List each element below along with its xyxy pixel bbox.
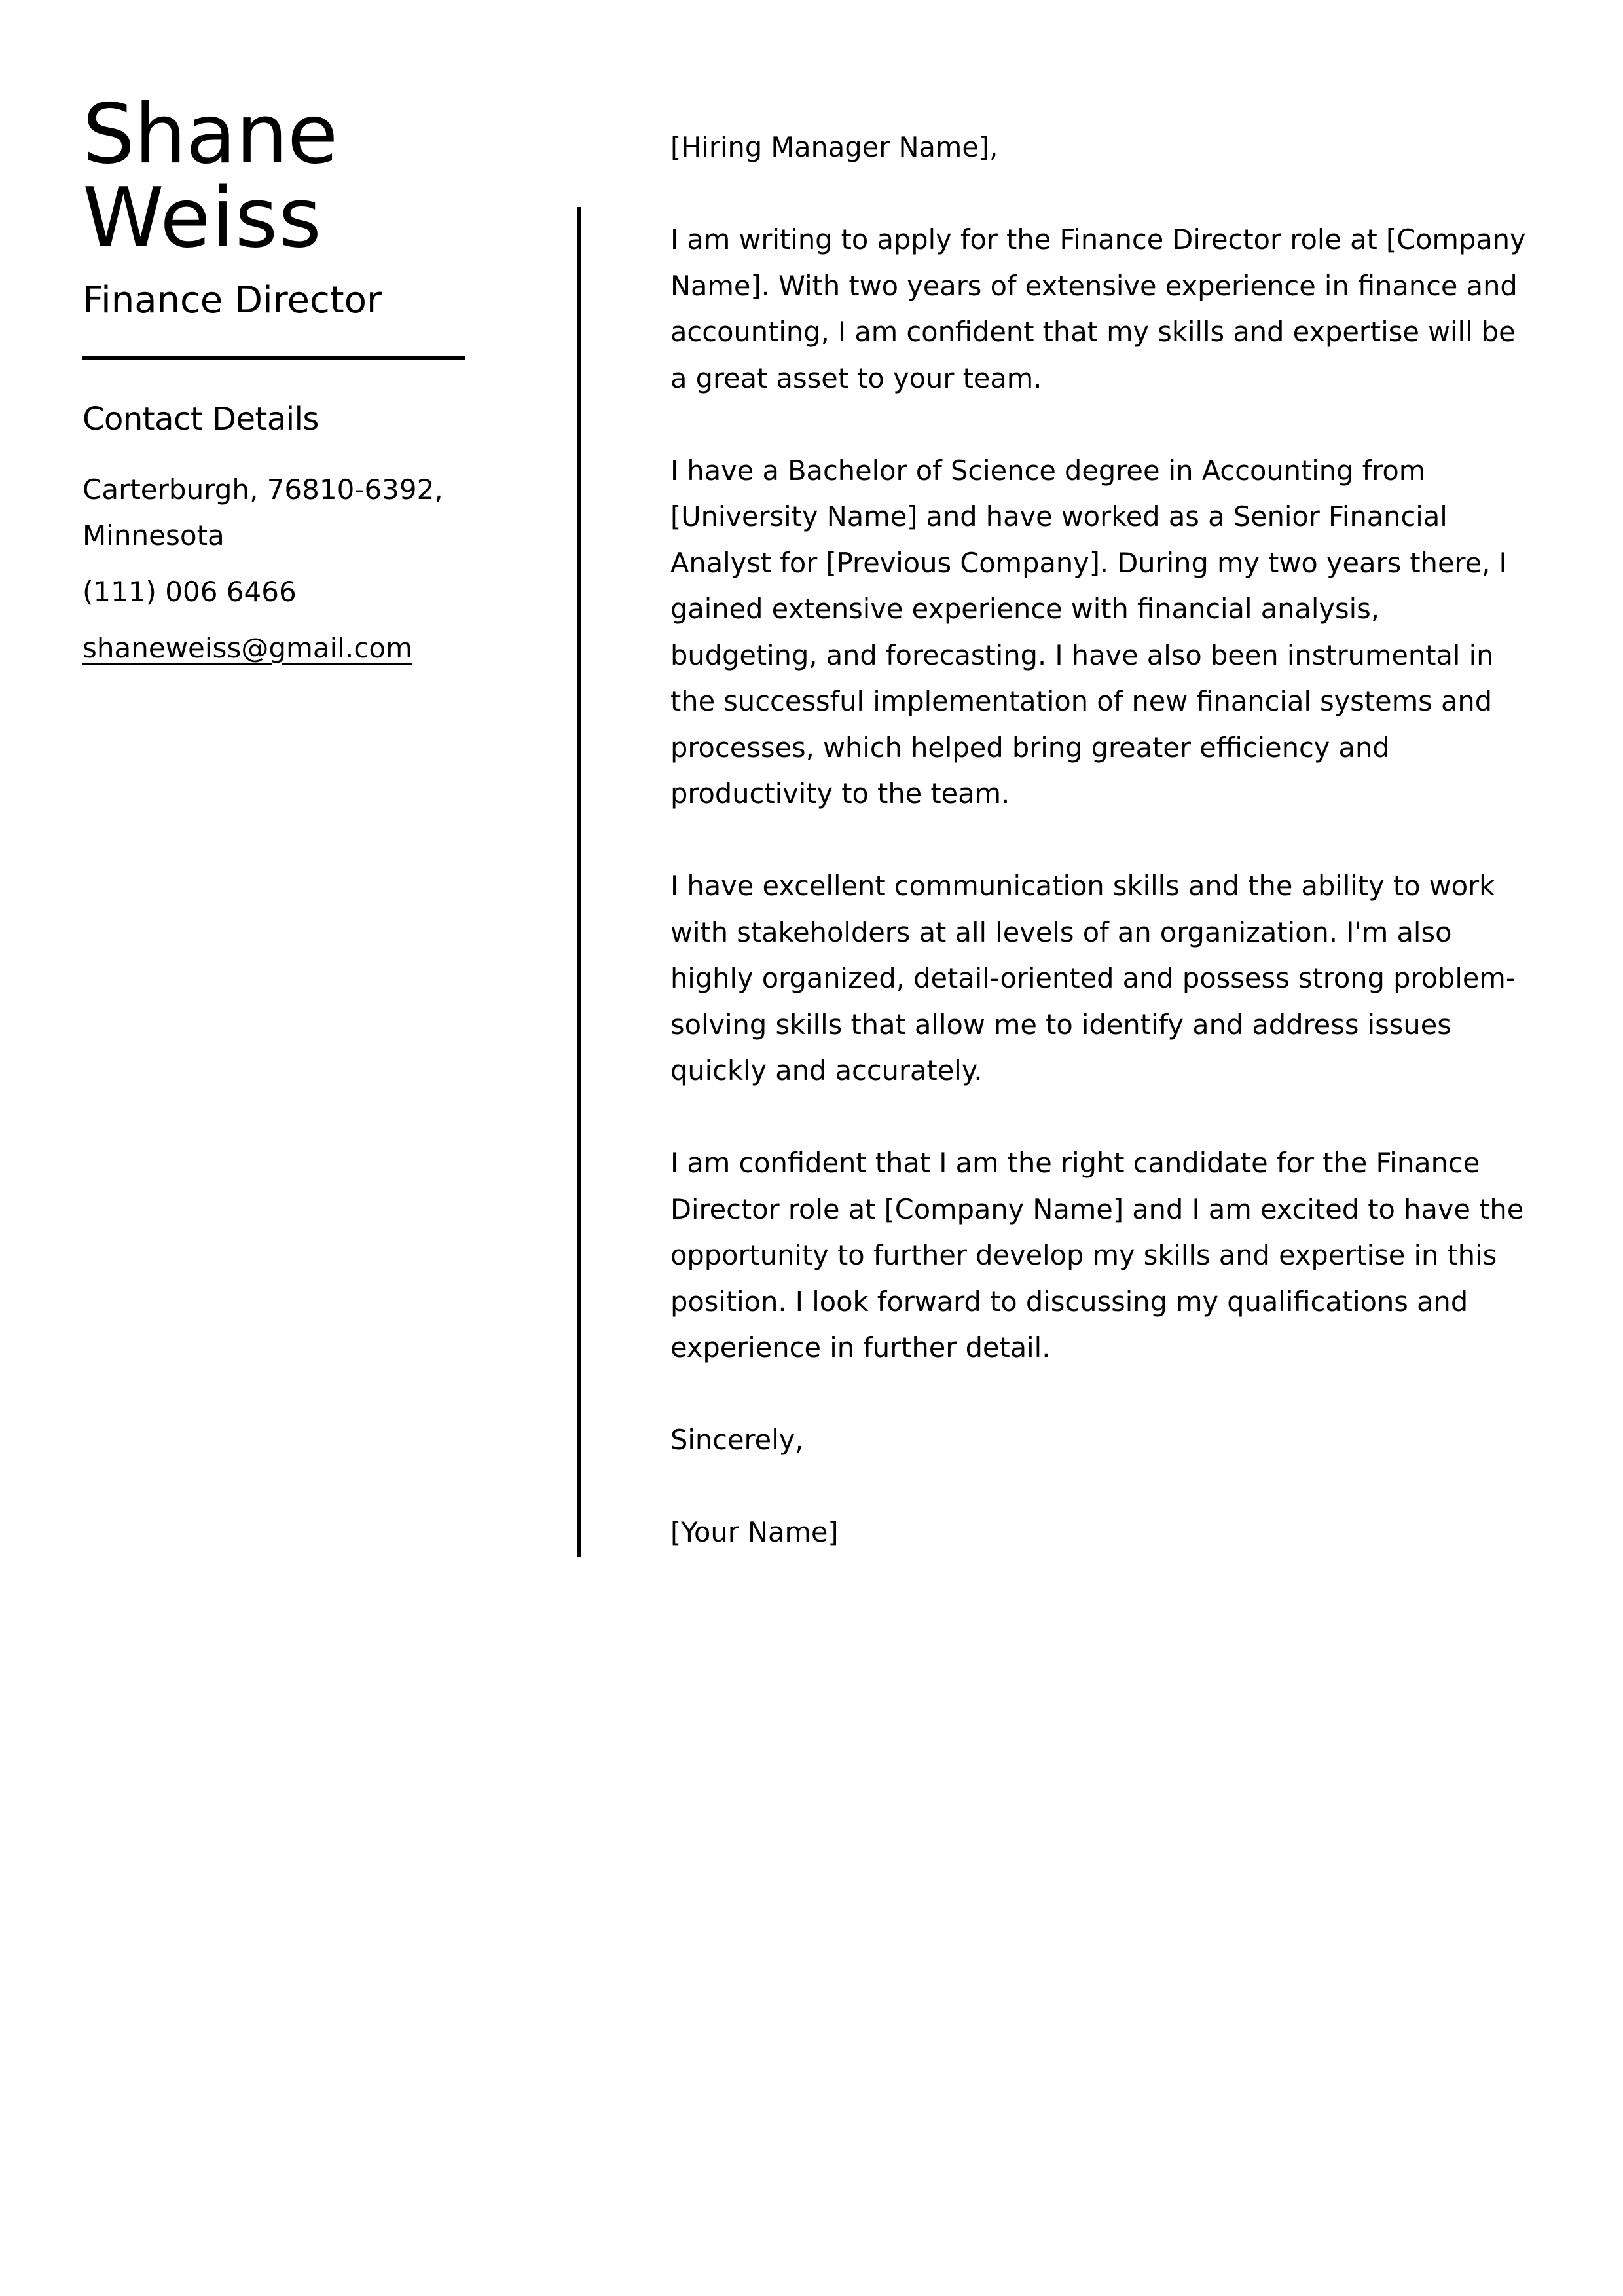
contact-details-heading: Contact Details: [82, 401, 319, 437]
letter-paragraph: I am confident that I am the right candidate for the Finance Director role at [Company Name] and I am excited to have the opportunity to further develop my skills and expertise in this position. I look forward to discussing my qualifications and experience in further detail.: [670, 1147, 1524, 1363]
cover-letter-body: [670, 124, 1528, 1602]
contact-phone: (111) 006 6466: [82, 575, 297, 608]
contact-address: Carterburgh, 76810-6392, Minnesota: [82, 473, 443, 551]
letter-paragraph: I have a Bachelor of Science degree in Accounting from [University Name] and have worked as a Senior Financial Analyst for [Previous Company]. During my two years there, I gained extensive experience with financial analysis, budgeting, and forecasting. I have also been instrumental in the successful implementation of new financial systems and processes, which helped bring greater efficiency and productivity to the team.: [670, 454, 1507, 809]
last-name: Weiss: [82, 170, 323, 266]
signature: [Your Name]: [670, 1516, 839, 1548]
sidebar: [82, 86, 501, 671]
letter-paragraph: I have excellent communication skills and the ability to work with stakeholders at all levels of an organization. I'm also highly organized, detail-oriented and possess strong problem-solving skills that allow me to identify and address issues quickly and accurately.: [670, 870, 1516, 1086]
first-name: Shane: [82, 86, 338, 182]
salutation: [Hiring Manager Name],: [670, 131, 998, 163]
contact-email-link[interactable]: shaneweiss@gmail.com: [82, 631, 413, 664]
letter-paragraph: I am writing to apply for the Finance Director role at [Company Name]. With two years of extensive experience in finance and accounting, I am confident that my skills and expertise will be a great asset to your team.: [670, 223, 1526, 394]
vertical-divider: [577, 207, 581, 1557]
job-title: Finance Director: [82, 279, 382, 322]
applicant-name: [82, 86, 501, 266]
closing: Sincerely,: [670, 1424, 804, 1456]
sidebar-divider: [82, 356, 465, 360]
